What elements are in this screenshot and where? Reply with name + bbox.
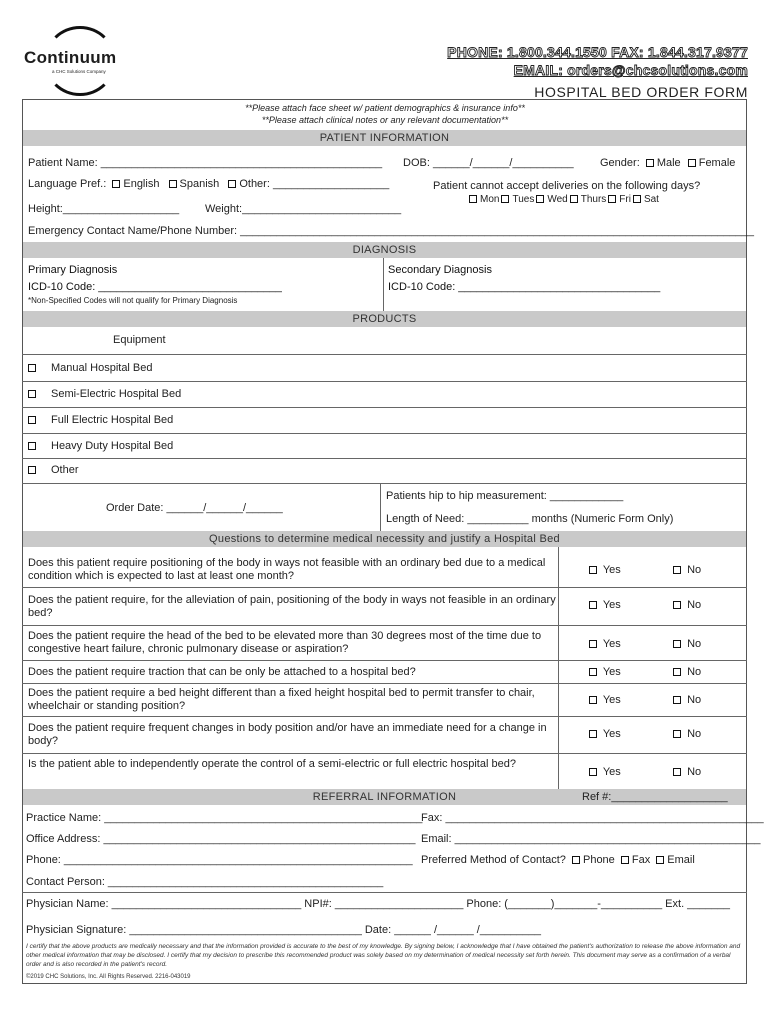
question-2-no — [673, 599, 701, 611]
equipment-item — [28, 464, 79, 476]
equipment-item — [28, 414, 173, 426]
heavy-duty-bed-checkbox[interactable] — [28, 442, 36, 450]
yes-label: Yes — [602, 694, 621, 706]
certification-disclaimer: I certify that the above products are medically necessary and that the information provided is accurate to the best of my knowledge. By signing below, I acknowledge that I have obtained the patient's authorization to release the above information and other medical information that may be disclosed. I certify that my decision to prescribe this recommended product was solely based on my determination of medical necessity set forth herein. This document may serve as a confirmation of a verbal order and is also recorded in the patient's record. — [26, 943, 741, 968]
fri-checkbox[interactable] — [608, 195, 616, 203]
question-1-yes — [589, 564, 621, 576]
question-3-no — [673, 638, 701, 650]
language-pref-field — [28, 178, 389, 190]
primary-diagnosis-note: *Non-Specified Codes will not qualify for Primary Diagnosis — [28, 296, 238, 305]
yes-label: Yes — [602, 666, 621, 678]
q7-no-checkbox[interactable] — [673, 768, 681, 776]
section-products: PRODUCTS — [23, 311, 746, 327]
q5-yes-checkbox[interactable] — [589, 696, 597, 704]
question-4: Does the patient require traction that can be only be attached to a hospital bed? — [28, 666, 416, 678]
office-address-field[interactable]: Office Address: ___________________________________________________ — [26, 833, 416, 845]
yes-label: Yes — [602, 766, 621, 778]
sat-checkbox[interactable] — [633, 195, 641, 203]
secondary-icd10-field[interactable]: ICD-10 Code: _________________________________ — [388, 281, 661, 293]
no-label: No — [687, 694, 702, 706]
yes-label: Yes — [602, 638, 621, 650]
delivery-days-options — [469, 194, 659, 205]
question-3: Does the patient require the head of the bed to be elevated more than 30 degrees most of the time due to congestive heart failure, chronic pulmonary disease or aspiration? — [28, 630, 542, 655]
manual-bed-label: Manual Hospital Bed — [51, 362, 153, 374]
pref-email-label: Email — [667, 854, 695, 866]
gender-label: Gender: — [600, 157, 640, 169]
day-thurs: Thurs — [580, 194, 607, 205]
full-electric-bed-checkbox[interactable] — [28, 416, 36, 424]
day-mon: Mon — [480, 194, 500, 205]
note-face-sheet: **Please attach face sheet w/ patient demographics & insurance info** — [245, 103, 525, 113]
tues-checkbox[interactable] — [501, 195, 509, 203]
other-language-checkbox[interactable] — [228, 180, 236, 188]
question-5-no — [673, 694, 701, 706]
question-2-yes — [589, 599, 621, 611]
female-label: Female — [698, 157, 736, 169]
phone-fax-line: PHONE: 1.800.344.1550 FAX: 1.844.317.9377 — [447, 44, 748, 60]
no-label: No — [687, 599, 702, 611]
q1-yes-checkbox[interactable] — [589, 566, 597, 574]
question-2: Does the patient require, for the alleviation of pain, positioning of the body in ways not feasible in an ordinary bed? — [28, 594, 556, 619]
preferred-contact-label: Preferred Method of Contact? — [421, 854, 566, 866]
question-4-no — [673, 666, 701, 678]
yes-label: Yes — [602, 564, 621, 576]
question-1-no — [673, 564, 701, 576]
other-language-field[interactable]: Other: ___________________ — [239, 178, 390, 190]
no-label: No — [687, 638, 702, 650]
spanish-checkbox[interactable] — [169, 180, 177, 188]
order-date-field[interactable]: Order Date: ______/______/______ — [106, 502, 283, 514]
day-wed: Wed — [547, 194, 568, 205]
q2-yes-checkbox[interactable] — [589, 601, 597, 609]
section-diagnosis: DIAGNOSIS — [23, 242, 746, 258]
no-label: No — [687, 564, 702, 576]
secondary-diagnosis-label: Secondary Diagnosis — [388, 264, 492, 276]
hip-measurement-field[interactable]: Patients hip to hip measurement: ____________ — [386, 490, 624, 502]
spanish-label: Spanish — [179, 178, 220, 190]
question-1: Does this patient require positioning of the body in ways not feasible with an ordinary bed due to a medical condition which is expected to last at least one month? — [28, 557, 546, 582]
day-tues: Tues — [512, 194, 535, 205]
note-clinical: **Please attach clinical notes or any relevant documentation** — [261, 115, 509, 125]
equipment-item — [28, 440, 173, 452]
question-3-yes — [589, 638, 621, 650]
primary-diagnosis-label: Primary Diagnosis — [28, 264, 118, 276]
q7-yes-checkbox[interactable] — [589, 768, 597, 776]
length-of-need-field[interactable]: Length of Need: __________ months (Numeric Form Only) — [386, 513, 674, 525]
q4-yes-checkbox[interactable] — [589, 668, 597, 676]
pref-email-checkbox[interactable] — [656, 856, 664, 864]
physician-info-field[interactable]: Physician Name: _______________________________ NPI#: _____________________ Phone: (_______)_______-__________ Ext. _______ — [26, 898, 731, 910]
practice-name-field[interactable]: Practice Name: ____________________________________________________ — [26, 812, 423, 824]
yes-label: Yes — [602, 728, 621, 740]
ref-number-field[interactable]: Ref #:___________________ — [582, 791, 728, 803]
q6-no-checkbox[interactable] — [673, 730, 681, 738]
section-patient-information: PATIENT INFORMATION — [23, 130, 746, 146]
gender-field — [600, 157, 735, 169]
email-line: EMAIL: orders@chcsolutions.com — [513, 62, 748, 78]
question-5: Does the patient require a bed height different than a fixed height hospital bed to permit transfer to chair, wheelchair or standing position? — [28, 687, 535, 712]
female-checkbox[interactable] — [688, 159, 696, 167]
question-4-yes — [589, 666, 621, 678]
height-field[interactable]: Height:___________________ — [28, 203, 180, 215]
wed-checkbox[interactable] — [536, 195, 544, 203]
pref-fax-checkbox[interactable] — [621, 856, 629, 864]
heavy-duty-bed-label: Heavy Duty Hospital Bed — [51, 440, 174, 452]
english-label: English — [123, 178, 160, 190]
equipment-item — [28, 388, 181, 400]
q3-no-checkbox[interactable] — [673, 640, 681, 648]
day-sat: Sat — [643, 194, 659, 205]
emergency-contact-field[interactable]: Emergency Contact Name/Phone Number: ____________________________________________________________________________________ — [28, 225, 755, 237]
equipment-header: Equipment — [113, 334, 166, 346]
manual-bed-checkbox[interactable] — [28, 364, 36, 372]
thurs-checkbox[interactable] — [570, 195, 578, 203]
patient-name-field[interactable]: Patient Name: ______________________________________________ — [28, 157, 383, 169]
phone-field[interactable]: Phone: _________________________________________________________ — [26, 854, 413, 866]
email-field[interactable]: Email: __________________________________________________ — [421, 833, 761, 845]
company-logo — [22, 26, 132, 96]
physician-signature-field[interactable]: Physician Signature: ______________________________________ Date: ______ /______ /__________ — [26, 924, 542, 936]
section-questions: Questions to determine medical necessity and justify a Hospital Bed — [23, 531, 746, 547]
q5-no-checkbox[interactable] — [673, 696, 681, 704]
fax-field[interactable]: Fax: ____________________________________________________ — [421, 812, 764, 824]
dob-field[interactable]: DOB: ______/______/__________ — [403, 157, 574, 169]
pref-fax-label: Fax — [631, 854, 651, 866]
semi-electric-bed-label: Semi-Electric Hospital Bed — [51, 388, 182, 400]
other-equipment-label: Other — [51, 464, 79, 476]
section-referral: REFERRAL INFORMATION — [23, 789, 746, 805]
preferred-contact-field — [421, 854, 695, 866]
q2-no-checkbox[interactable] — [673, 601, 681, 609]
mon-checkbox[interactable] — [469, 195, 477, 203]
primary-icd10-field[interactable]: ICD-10 Code: ______________________________ — [28, 281, 282, 293]
weight-field[interactable]: Weight:__________________________ — [205, 203, 402, 215]
yes-label: Yes — [602, 599, 621, 611]
question-6: Does the patient require frequent changes in body position and/or have an immediate need for a change in body? — [28, 722, 547, 747]
q6-yes-checkbox[interactable] — [589, 730, 597, 738]
full-electric-bed-label: Full Electric Hospital Bed — [51, 414, 174, 426]
pref-phone-label: Phone — [582, 854, 615, 866]
question-7-yes — [589, 766, 621, 778]
day-fri: Fri — [619, 194, 631, 205]
form-title: HOSPITAL BED ORDER FORM — [534, 84, 748, 100]
no-label: No — [687, 666, 702, 678]
question-7: Is the patient able to independently operate the control of a semi-electric or full electric hospital bed? — [28, 758, 516, 770]
male-label: Male — [656, 157, 681, 169]
q1-no-checkbox[interactable] — [673, 566, 681, 574]
q4-no-checkbox[interactable] — [673, 668, 681, 676]
equipment-item — [28, 362, 153, 374]
contact-person-field[interactable]: Contact Person: _____________________________________________ — [26, 876, 384, 888]
question-7-no — [673, 766, 701, 778]
copyright: ©2019 CHC Solutions, Inc. All Rights Reserved. 2216-043019 — [26, 974, 191, 980]
question-6-no — [673, 728, 701, 740]
other-equipment-checkbox[interactable] — [28, 466, 36, 474]
male-checkbox[interactable] — [646, 159, 654, 167]
semi-electric-bed-checkbox[interactable] — [28, 390, 36, 398]
no-label: No — [687, 766, 702, 778]
question-6-yes — [589, 728, 621, 740]
delivery-days-question: Patient cannot accept deliveries on the following days? — [433, 180, 701, 192]
english-checkbox[interactable] — [112, 180, 120, 188]
pref-phone-checkbox[interactable] — [572, 856, 580, 864]
logo-tagline: a CHC Solutions Company — [52, 69, 106, 74]
question-5-yes — [589, 694, 621, 706]
q3-yes-checkbox[interactable] — [589, 640, 597, 648]
logo-name: Continuum — [24, 48, 117, 67]
language-label: Language Pref.: — [28, 178, 107, 190]
no-label: No — [687, 728, 702, 740]
